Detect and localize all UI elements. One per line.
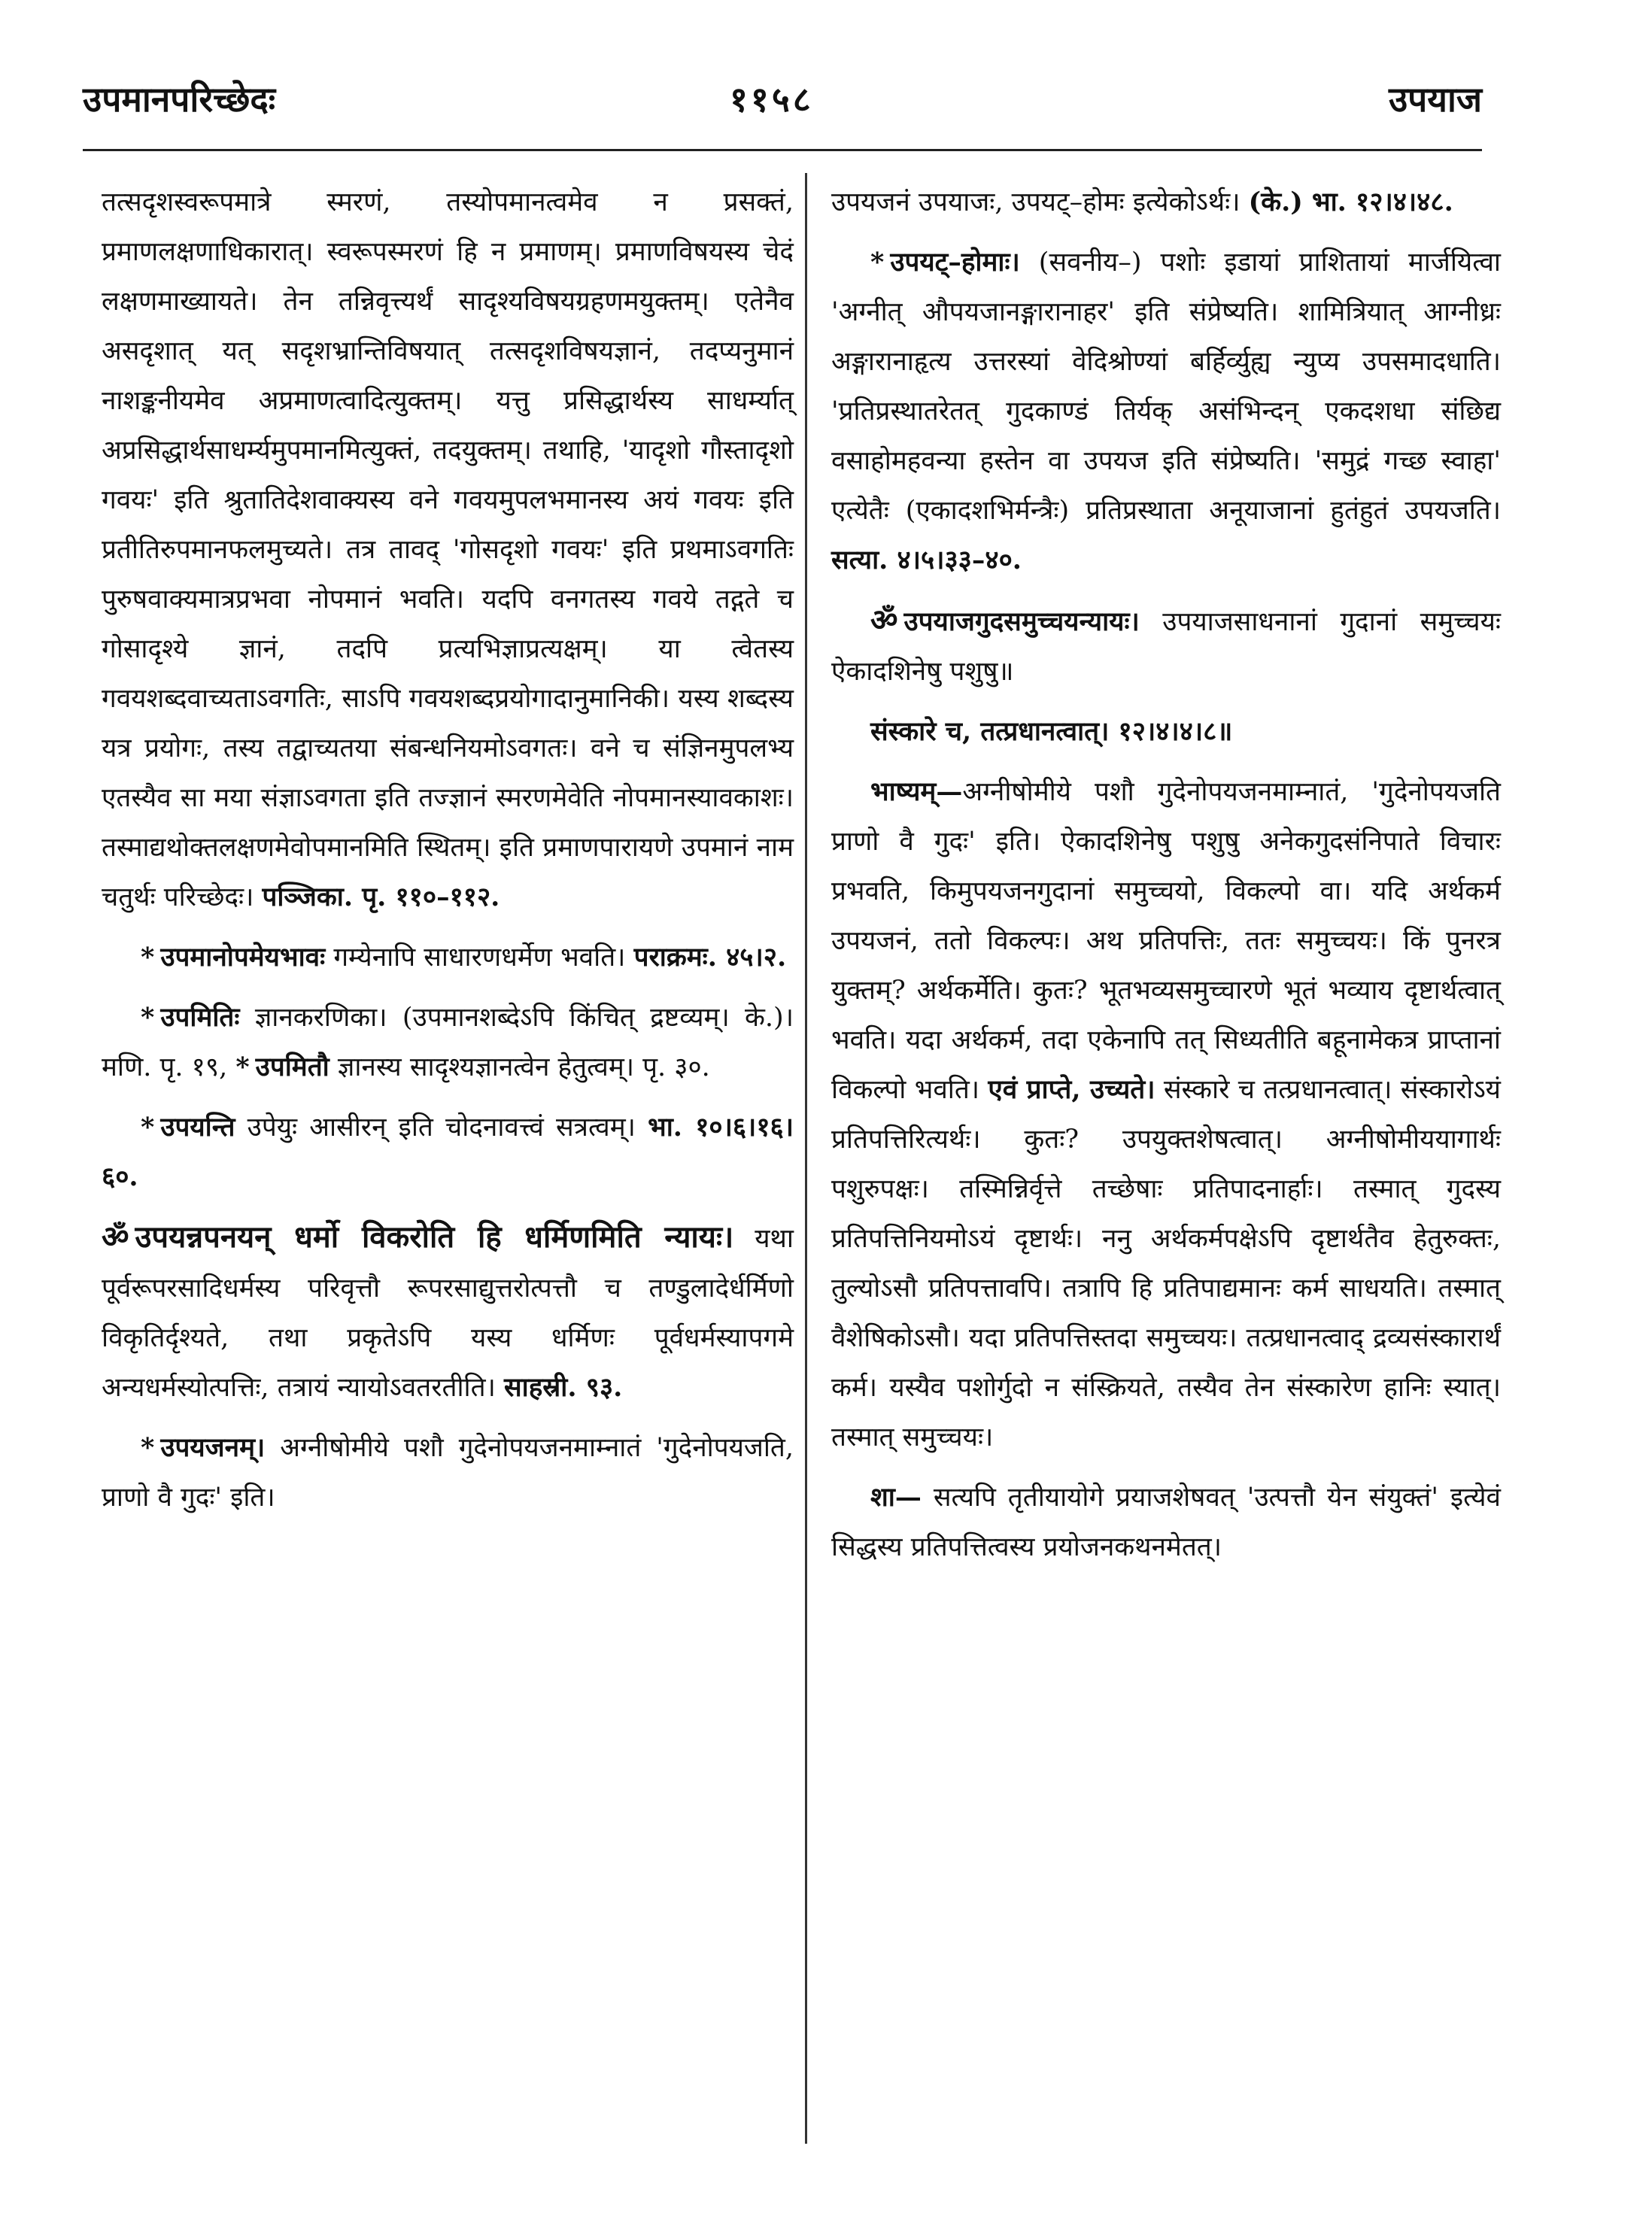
- entry-text: ज्ञानकरणिका। (उपमानशब्देऽपि किंचित् द्रष्टव्यम्। के.)। मणि. पृ. १९,: [102, 1003, 794, 1082]
- entry-text: उपयजनं उपयाजः, उपयट्–होमः इत्येकोऽर्थः।: [831, 187, 1241, 217]
- entry-upamiti: [102, 993, 794, 1092]
- entry-upayaja-nyaya: [831, 596, 1501, 697]
- entry-headword: उपमानोपमेयभावः: [160, 942, 326, 973]
- shastra-dipika: [831, 1473, 1501, 1572]
- star-marker-icon: *: [141, 1432, 155, 1463]
- bhashya-text: अग्नीषोमीये पशौ गुदेनोपयजनमाम्नातं, 'गुदेनोपयजति प्राणो वै गुदः' इति। ऐकादशिनेषु पशुषु अनेकगुदसंनिपाते विचारः प्रभवति, किमुपयजनगुदानां समुच्चयो, विकल्पो वा। यदि अर्थकर्म उपयजनं, ततो विकल्पः। अथ प्रतिपत्तिः, ततः समुच्चयः। किं पुनरत्र युक्तम्? अर्थकर्मेति। कुतः? भूतभव्यसमुच्चारणे भूतं भव्याय दृष्टार्थत्वात् भवति। यदा अर्थकर्म, तदा एकेनापि तत् सिध्यतीति बहूनामेकत्र प्राप्तानां विकल्पो भवति।: [831, 777, 1501, 1105]
- entry-text: अग्नीषोमीये पशौ गुदेनोपयजनमाम्नातं 'गुदेनोपयजति, प्राणो वै गुदः' इति।: [102, 1433, 794, 1513]
- commentary-label: शा—: [870, 1482, 922, 1513]
- entry-upayajanam: [102, 1423, 794, 1522]
- left-column: [102, 178, 794, 1533]
- entry-upayat-homa: [831, 238, 1501, 585]
- entry-nyaya-upayan: [102, 1213, 794, 1413]
- citation: पञ्जिका. पृ. ११०–११२.: [262, 882, 500, 912]
- entry-text: ज्ञानस्य सादृश्यज्ञानत्वेन हेतुत्वम्। पृ. ३०.: [337, 1052, 710, 1082]
- entry-text: (सवनीय–) पशोः इडायां प्राशितायां मार्जयित्वा 'अग्नीत् औपयजानङ्गारानाहर' इति संप्रेष्यति। शामित्रियात् आग्नीध्रः अङ्गारानाहृत्य उत्तरस्यां वेदिश्रोण्यां बर्हिर्व्युह्य न्युप्य उपसमादधाति। 'प्रतिप्रस्थातरेतत् गुदकाण्डं तिर्यक् असंभिन्दन् एकदशधा संछिद्य वसाहोमहवन्या हस्तेन वा उपयज इति संप्रेष्यति। 'समुद्रं गच्छ स्वाहा' एत्येतैः (एकादशभिर्मन्त्रैः) प्रतिप्रस्थाता अनूयाजानां हुतंहुतं उपयजति।: [831, 247, 1501, 526]
- entry-headword: उपमितिः: [160, 1002, 240, 1033]
- entry-headword: उपमितौ: [255, 1052, 329, 1082]
- star-marker-icon: *: [141, 942, 155, 973]
- bhashya-label: भाष्यम्—: [870, 776, 963, 807]
- star-marker-icon: *: [141, 1002, 155, 1033]
- sutra-text: संस्कारे च, तत्प्रधानत्वात्। १२।४।४।८॥: [870, 716, 1233, 747]
- header-rule: [83, 149, 1482, 151]
- citation: पराक्रमः. ४५।२.: [633, 942, 787, 973]
- entry-text: यथा पूर्वरूपरसादिधर्मस्य परिवृत्तौ रूपरसाद्युत्तरोत्पत्तौ च तण्डुलादेर्धर्मिणो विकृतिर्दृश्यते, तथा प्रकृतेऽपि यस्य धर्मिणः पूर्वधर्मस्यापगमे अन्यधर्मस्योत्पत्तिः, तत्रायं न्यायोऽवतरतीति।: [102, 1224, 794, 1403]
- om-marker-icon: ॐ: [102, 1219, 129, 1255]
- star-marker-icon: *: [870, 247, 885, 278]
- entry-upayanti: [102, 1103, 794, 1202]
- entry-headword: उपयन्नपनयन् धर्मो विकरोति हि धर्मिणमिति न्यायः।: [135, 1219, 734, 1255]
- bhashya-emphasis: एवं प्राप्ते, उच्यते।: [988, 1074, 1155, 1105]
- citation: (के.) भा. १२।४।४८.: [1248, 187, 1453, 217]
- entry-continuation: [102, 178, 794, 922]
- right-column: [831, 178, 1501, 1583]
- entry-headword: उपयाजगुदसमुच्चयन्यायः।: [903, 606, 1140, 637]
- entry-headword: उपयट्–होमाः।: [890, 247, 1020, 278]
- star-marker-icon: *: [141, 1112, 155, 1143]
- column-divider: [805, 173, 807, 2144]
- entry-text: गम्येनापि साधारणधर्मेण भवति।: [333, 942, 626, 973]
- commentary-text: सत्यपि तृतीयायोगे प्रयाजशेषवत् 'उत्पत्तौ येन संयुक्तं' इत्येवं सिद्धस्य प्रतिपत्तित्वस्य प्रयोजनकथनमेतत्।: [831, 1483, 1501, 1562]
- sutra: [831, 707, 1501, 757]
- entry-headword: उपयन्ति: [160, 1112, 235, 1143]
- header-catchword: उपयाज: [1388, 79, 1482, 120]
- entry-text: उपयाजसाधनानां गुदानां समुच्चयः ऐकादशिनेषु पशुषु॥: [831, 607, 1501, 687]
- star-marker-icon: *: [235, 1052, 250, 1082]
- entry-headword: उपयजनम्।: [160, 1432, 266, 1463]
- running-header: [83, 75, 1482, 135]
- citation: सत्या. ४।५।३३–४०.: [831, 545, 1022, 575]
- entry-text: उपेयुः आसीरन् इति चोदनावत्त्वं सत्रत्वम्।: [247, 1112, 636, 1143]
- entry-upamanopameyabhava: [102, 933, 794, 982]
- bhashya: [831, 767, 1501, 1462]
- entry-continuation: [831, 178, 1501, 227]
- page-number: ११५८: [730, 79, 814, 120]
- entry-text: तत्सदृशस्वरूपमात्रे स्मरणं, तस्योपमानत्वमेव न प्रसक्तं, प्रमाणलक्षणाधिकारात्। स्वरूपस्मरणं हि न प्रमाणम्। प्रमाणविषयस्य चेदं लक्षणमाख्यायते। तेन तन्निवृत्त्यर्थं सादृश्यविषयग्रहणमयुक्तम्। एतेनैव असदृशात् यत् सदृशभ्रान्तिविषयात् तत्सदृशविषयज्ञानं, तदप्यनुमानं नाशङ्कनीयमेव अप्रमाणत्वादित्युक्तम्। यत्तु प्रसिद्धार्थस्य साधर्म्यात् अप्रसिद्धार्थसाधर्म्यमुपमानमित्युक्तं, तदयुक्तम्। तथाहि, 'यादृशो गौस्तादृशो गवयः' इति श्रुतातिदेशवाक्यस्य वने गवयमुपलभमानस्य अयं गवयः इति प्रतीतिरुपमानफलमुच्यते। तत्र तावद् 'गोसदृशो गवयः' इति प्रथमाऽवगतिः पुरुषवाक्यमात्रप्रभवा नोपमानं भवति। यदपि वनगतस्य गवये तद्गते च गोसादृश्ये ज्ञानं, तदपि प्रत्यभिज्ञाप्रत्यक्षम्। या त्वेतस्य गवयशब्दवाच्यताऽवगतिः, साऽपि गवयशब्दप्रयोगादानुमानिकी। यस्य शब्दस्य यत्र प्रयोगः, तस्य तद्वाच्यतया संबन्धनियमोऽवगतः। वने च संज्ञिनमुपलभ्य एतस्यैव सा मया संज्ञाऽवगता इति तज्ज्ञानं स्मरणमेवेति नोपमानस्यावकाशः। तस्माद्यथोक्तलक्षणमेवोपमानमिति स्थितम्। इति प्रमाणपारायणे उपमानं नाम चतुर्थः परिच्छेदः।: [102, 187, 794, 912]
- bhashya-text: संस्कारे च तत्प्रधानत्वात्। संस्कारोऽयं प्रतिपत्तिरित्यर्थः। कुतः? उपयुक्तशेषत्वात्। अग्नीषोमीययागार्थः पशुरुपक्षः। तस्मिन्निर्वृत्ते तच्छेषाः प्रतिपादनार्हाः। तस्मात् गुदस्य प्रतिपत्तिनियमोऽयं दृष्टार्थः। ननु अर्थकर्मपक्षेऽपि दृष्टार्थतैव हेतुरुक्तः, तुल्योऽसौ प्रतिपत्तावपि। तत्रापि हि प्रतिपाद्यमानः कर्म साधयति। तस्मात् वैशेषिकोऽसौ। यदा प्रतिपत्तिस्तदा समुच्चयः। तत्प्रधानत्वाद् द्रव्यसंस्कारार्थं कर्म। यस्यैव पशोर्गुदो न संस्क्रियते, तस्यैव तेन संस्कारेण हानिः स्यात्। तस्मात् समुच्चयः।: [831, 1075, 1501, 1452]
- citation: साहस्री. ९३.: [503, 1372, 623, 1403]
- om-marker-icon: ॐ: [870, 602, 898, 638]
- citation: भा. १०।६।१६।६०.: [102, 1112, 794, 1192]
- header-section-title: उपमानपरिच्छेदः: [83, 79, 276, 120]
